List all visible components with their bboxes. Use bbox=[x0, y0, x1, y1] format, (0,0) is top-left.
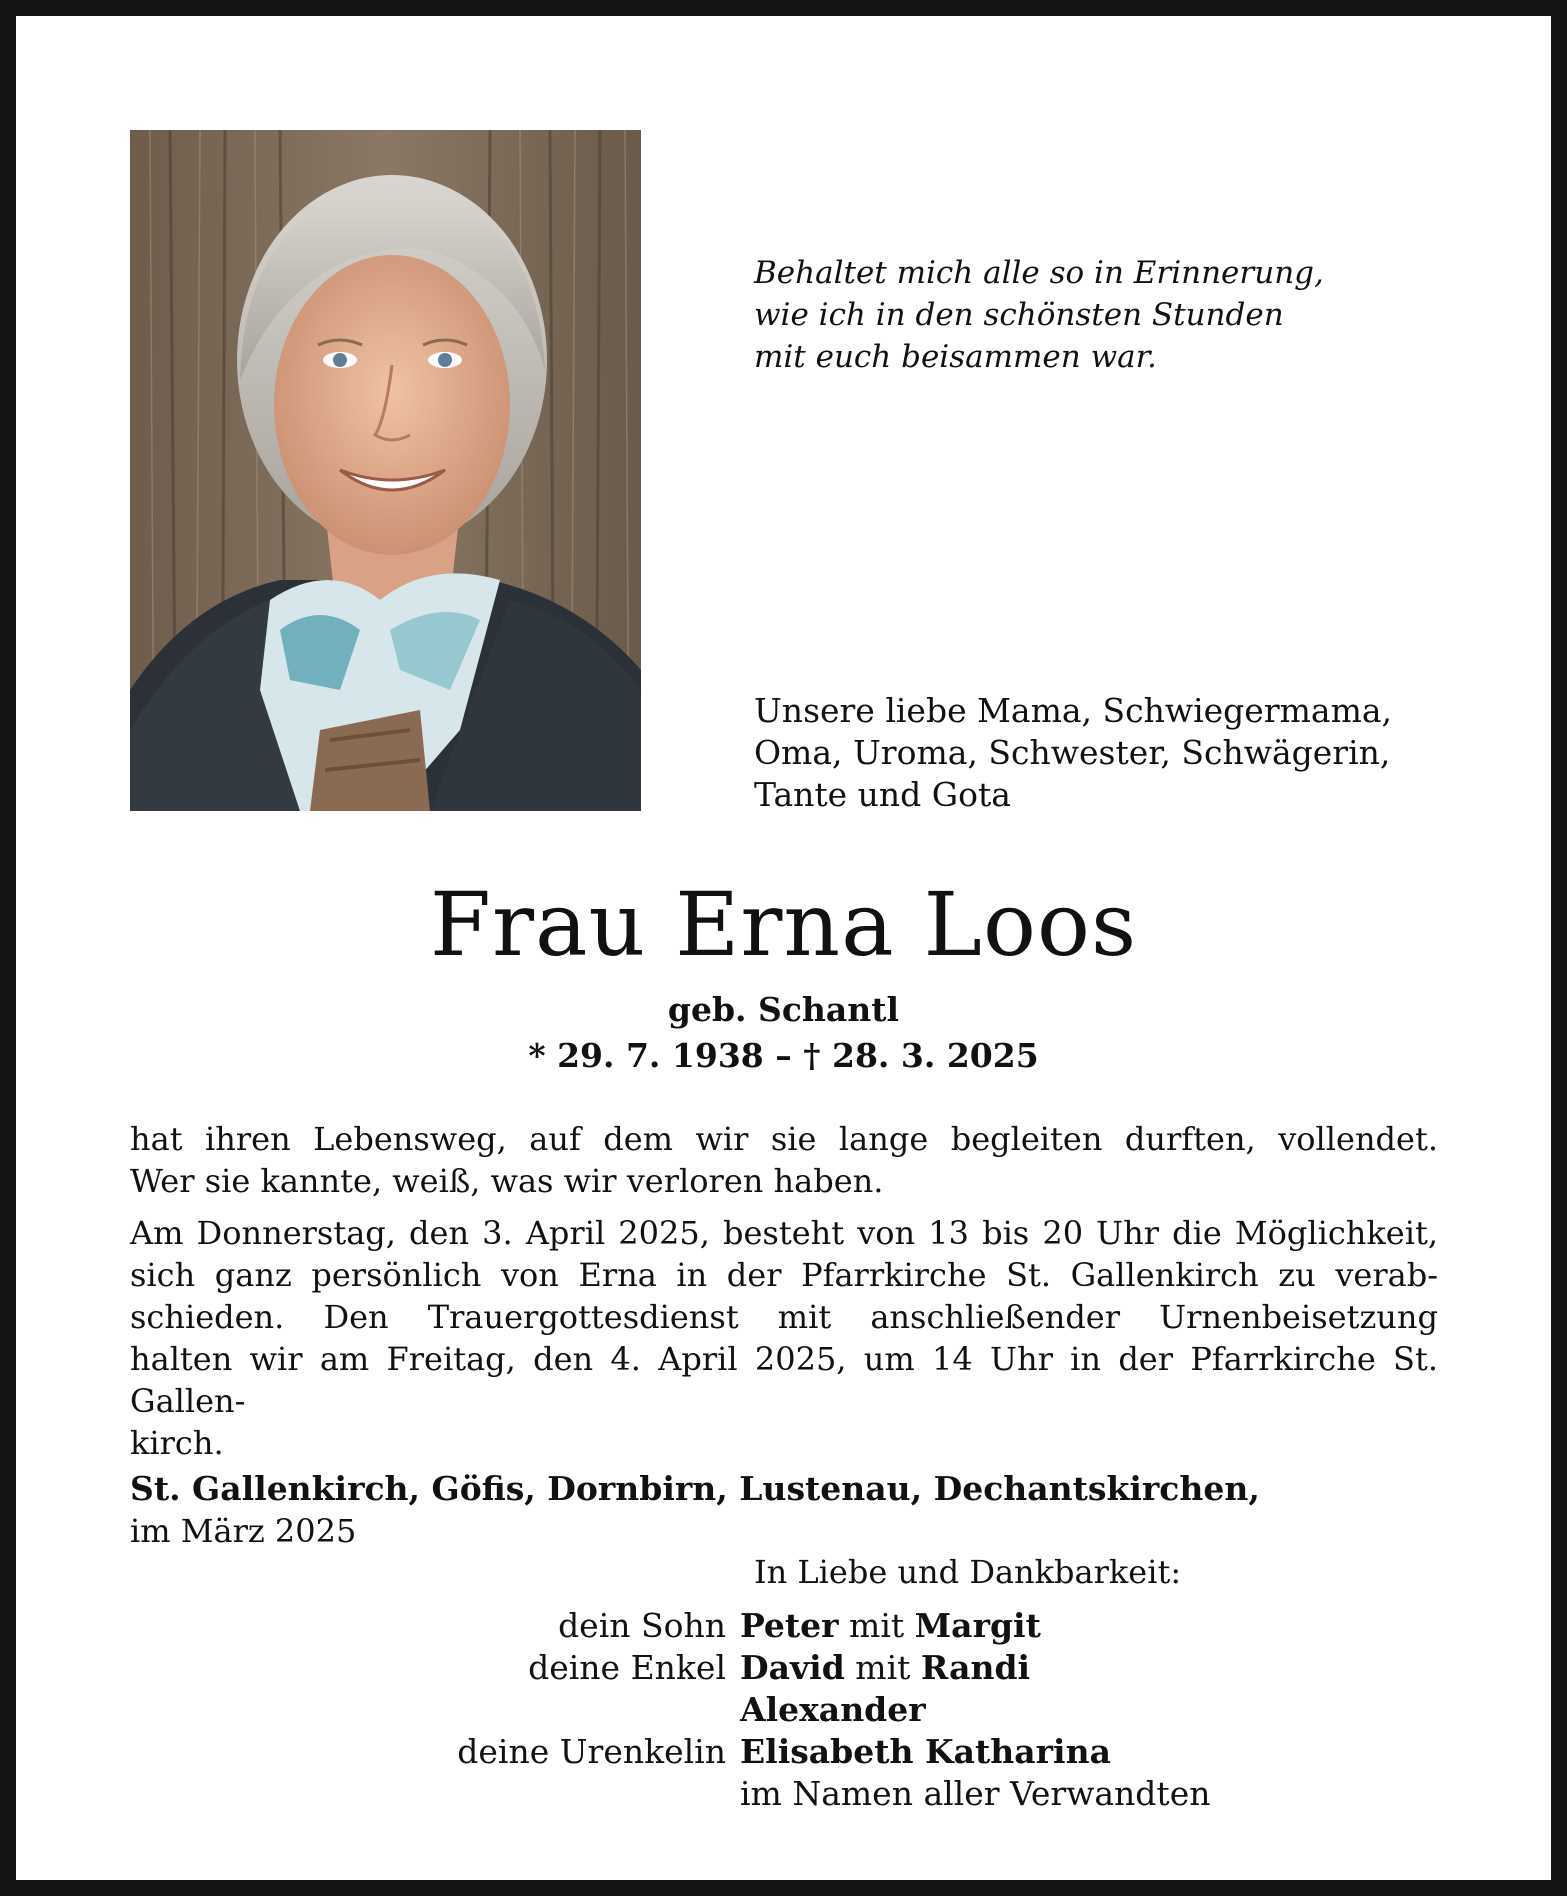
memorial-quote bbox=[754, 252, 1324, 378]
body-line: schieden. Den Trauergottesdienst mit anschließender Urnenbeisetzung bbox=[130, 1298, 1438, 1336]
relation-label bbox=[0, 1689, 740, 1731]
mourner-names bbox=[740, 1689, 926, 1731]
relation-label bbox=[0, 1773, 740, 1815]
name-joiner: mit bbox=[844, 1648, 921, 1687]
portrait-photo bbox=[130, 130, 641, 811]
intro-line: Oma, Uroma, Schwester, Schwägerin, bbox=[754, 733, 1391, 772]
deceased-name: Frau Erna Loos bbox=[429, 873, 1138, 976]
relationship-intro bbox=[754, 690, 1438, 816]
family-places: St. Gallenkirch, Göfis, Dornbirn, Lustenau, Dechantskirchen, bbox=[130, 1469, 1260, 1508]
mourner-names bbox=[740, 1605, 1041, 1647]
mourner-name: David bbox=[740, 1648, 845, 1687]
birth-name: geb. Schantl bbox=[667, 990, 900, 1029]
signature-row bbox=[0, 1773, 1567, 1815]
body-line: sich ganz persönlich von Erna in der Pfarrkirche St. Gallenkirch zu verab- bbox=[130, 1256, 1438, 1294]
relation-label: deine Enkel bbox=[528, 1648, 726, 1687]
intro-line: Unsere liebe Mama, Schwiegermama, bbox=[754, 691, 1393, 730]
signature-row bbox=[0, 1647, 1567, 1689]
intro-line: Tante und Gota bbox=[754, 775, 1011, 814]
quote-line: Behaltet mich alle so in Erinnerung, bbox=[754, 255, 1324, 291]
mourner-name: Peter bbox=[740, 1606, 839, 1645]
place-date: im März 2025 bbox=[130, 1512, 357, 1550]
signature-row bbox=[0, 1689, 1567, 1731]
relation-label: deine Urenkelin bbox=[457, 1732, 726, 1771]
mourner-name: Alexander bbox=[740, 1690, 926, 1729]
mourner-name: Elisabeth Katharina bbox=[740, 1732, 1111, 1771]
body-line: halten wir am Freitag, den 4. April 2025, um 14 Uhr in der Pfarrkirche St. Gallen- bbox=[130, 1340, 1438, 1420]
thanks-line: In Liebe und Dankbarkeit: bbox=[754, 1553, 1182, 1591]
quote-line: wie ich in den schönsten Stunden bbox=[754, 297, 1284, 333]
signature-row bbox=[0, 1731, 1567, 1773]
mourner-name: Margit bbox=[914, 1606, 1041, 1645]
signature-row bbox=[0, 1605, 1567, 1647]
mourner-names bbox=[740, 1731, 1111, 1773]
life-dates: * 29. 7. 1938 – † 28. 3. 2025 bbox=[528, 1036, 1039, 1075]
closing-line: im Namen aller Verwandten bbox=[740, 1774, 1211, 1813]
name-joiner: mit bbox=[838, 1606, 915, 1645]
paragraph-life bbox=[130, 1118, 1438, 1202]
signatures bbox=[0, 1605, 1567, 1815]
quote-line: mit euch beisammen war. bbox=[754, 339, 1157, 375]
body-line: hat ihren Lebensweg, auf dem wir sie lange begleiten durften, vollendet. bbox=[130, 1120, 1438, 1158]
paragraph-funeral bbox=[130, 1212, 1438, 1464]
mourner-names bbox=[740, 1647, 1030, 1689]
announcement-text bbox=[130, 1118, 1438, 1474]
relation-label: dein Sohn bbox=[558, 1606, 726, 1645]
body-line: kirch. bbox=[130, 1424, 224, 1462]
mourner-name: Randi bbox=[920, 1648, 1031, 1687]
body-line: Wer sie kannte, weiß, was wir verloren haben. bbox=[130, 1162, 884, 1200]
body-line: Am Donnerstag, den 3. April 2025, besteht von 13 bis 20 Uhr die Möglichkeit, bbox=[130, 1214, 1438, 1252]
